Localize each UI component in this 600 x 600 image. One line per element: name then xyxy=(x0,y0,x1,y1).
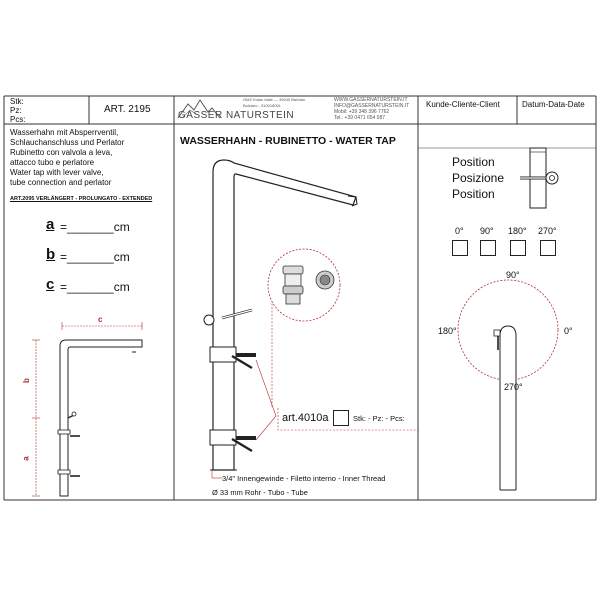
company-mobile: Mobil: +39 348 396 7762 xyxy=(334,109,390,115)
stk-label: Stk: xyxy=(10,97,24,106)
article-number: ART. 2195 xyxy=(104,104,151,115)
circle-label-top: 90° xyxy=(506,270,520,280)
dimension-b-label: b xyxy=(46,246,56,263)
sketch-label-a: a xyxy=(21,456,31,461)
customer-label: Kunde-Cliente-Client xyxy=(426,100,500,109)
art-4010a-label: art.4010a xyxy=(282,412,329,424)
dimension-b-field[interactable]: =_______cm xyxy=(60,250,130,264)
angle-label-180: 180° xyxy=(508,226,527,236)
dimension-a-label: a xyxy=(46,216,55,233)
angle-label-270: 270° xyxy=(538,226,557,236)
circle-label-left: 180° xyxy=(438,326,457,336)
position-label-it: Posizione xyxy=(452,171,505,185)
dimension-c-label: c xyxy=(46,276,55,293)
description-line-4: attacco tubo e perlatore xyxy=(10,158,95,167)
drawing-title: WASSERHAHN - RUBINETTO - WATER TAP xyxy=(180,135,396,147)
company-web: WWW.GASSERNATURSTEIN.IT xyxy=(334,97,408,103)
circle-label-right: 0° xyxy=(564,326,573,336)
pcs-label: Pcs: xyxy=(10,115,26,124)
position-label-en: Position xyxy=(452,187,495,201)
description-line-3: Rubinetto con valvola a leva, xyxy=(10,148,113,157)
circle-label-bottom: 270° xyxy=(504,382,523,392)
pz-label: Pz: xyxy=(10,106,22,115)
company-address-2: Bolzano - 31001800L xyxy=(243,103,282,108)
sketch-label-b: b xyxy=(21,378,31,383)
angle-label-90: 90° xyxy=(480,226,494,236)
art-4010a-qty-label: Stk: - Pz: - Pcs: xyxy=(353,414,405,423)
date-label: Datum-Data-Date xyxy=(522,100,585,109)
description-line-1: Wasserhahn mit Absperrventil, xyxy=(10,128,119,137)
angle-label-0: 0° xyxy=(455,226,464,236)
company-email: INFO@GASSERNATURSTEIN.IT xyxy=(334,103,410,109)
description-line-6: tube connection and perlator xyxy=(10,178,112,187)
dimension-c-field[interactable]: =_______cm xyxy=(60,280,130,294)
company-address-1: GMZ Kulan Italie — 39040 Barbian xyxy=(243,97,306,102)
tube-note: Ø 33 mm Rohr - Tubo - Tube xyxy=(212,488,308,497)
thread-note: 3/4" Innengewinde - Filetto interno - Inner Thread xyxy=(222,474,386,483)
sketch-label-c: c xyxy=(98,315,103,324)
extended-note: ART.2095 VERLÄNGERT - PROLUNGATO - EXTENDED xyxy=(10,196,153,202)
description-line-5: Water tap with lever valve, xyxy=(10,168,104,177)
company-phone: Tel.: +39 0471 654 087 xyxy=(334,115,386,121)
dimension-a-field[interactable]: =_______cm xyxy=(60,220,130,234)
position-label-de: Position xyxy=(452,155,495,169)
description-line-2: Schlauchanschluss und Perlator xyxy=(10,138,125,147)
company-name: GASSER NATURSTEIN xyxy=(178,110,295,121)
